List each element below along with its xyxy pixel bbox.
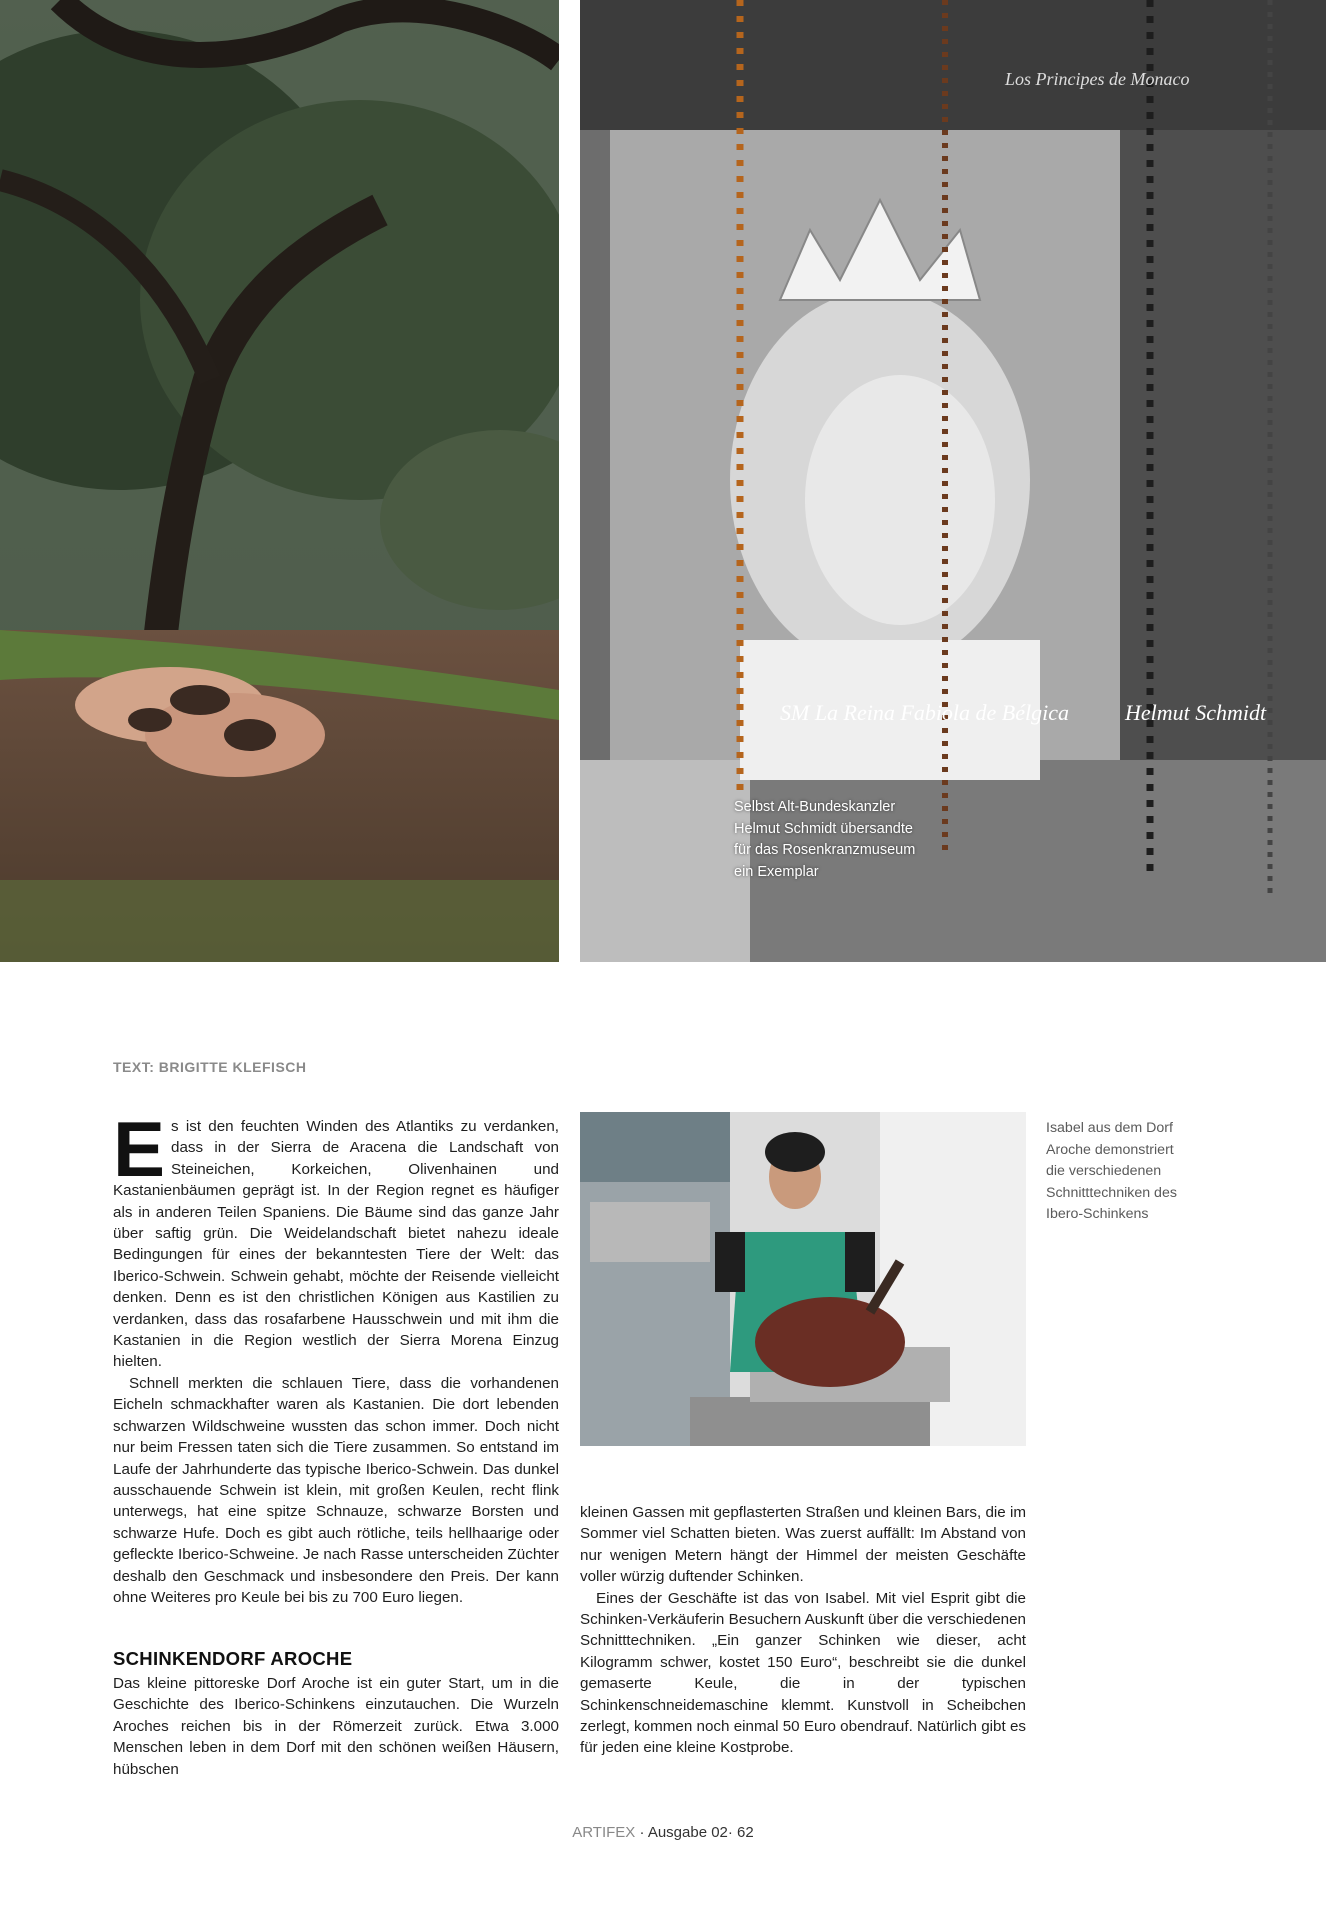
page-footer [0, 1824, 1326, 1841]
article-paragraph: Eines der Geschäfte ist das von Isabel. Mit viel Esprit gibt die Schinken-Verkäuferin Besuchern Auskunft über die verschiedenen Schnitttechniken. „Ein ganzer Schinken wie dieser, acht Kilogramm schwer, kostet 150 Euro“, beschreibt sie die dunkel gemaserte Keule, die in der typischen Schinkenschneidemaschine klemmt. Kunstvoll in Scheibchen zerlegt, kommen noch einmal 50 Euro obendrauf. Natürlich gibt es für jeden eine kleine Kostprobe. [580, 1589, 1026, 1757]
article-paragraph: kleinen Gassen mit gepflasterten Straßen und kleinen Bars, die im Sommer viel Schatten bieten. Was zuerst auffällt: Im Abstand von nur wenigen Metern hängt der Himmel der meisten Geschäfte voller würzig duftender Schinken. [580, 1504, 1026, 1586]
caption-line: Ibero-Schinkens [1046, 1206, 1149, 1222]
caption-line: Isabel aus dem Dorf [1046, 1120, 1173, 1136]
section-heading: SCHINKENDORF AROCHE [113, 1648, 353, 1669]
article-paragraph: Schnell merkten die schlauen Tiere, dass die vorhandenen Eicheln schmackhafter waren als Kastanien. Die dort lebenden schwarzen Wildschweine wussten das schon immer. Doch nicht nur beim Fressen taten sich die Tiere zusammen. So entstand im Laufe der Jahrhunderte das typische Iberico-Schwein. Das dunkel ausschauende Schwein ist klein, mit großen Keulen, recht flink unterwegs, hat eine spitze Schnauze, schwarze Borsten und schwarze Hufe. Doch es gibt auch rötliche, teils hellhaarige oder gefleckte Iberico-Schweine. Je nach Rasse unterscheiden Züchter deshalb den Geschmack und insbesondere den Preis. Der kann ohne Weiteres pro Keule bei bis zu 700 Euro liegen. [113, 1374, 559, 1606]
caption-line: für das Rosenkranzmuseum [734, 842, 916, 858]
ham-slicing-photo [580, 1112, 1026, 1446]
pigs-under-oak-photo [0, 0, 559, 962]
article-paragraph: Das kleine pittoreske Dorf Aroche ist ein guter Start, um in die Geschichte des Iberico-Schinkens einzutauchen. Die Wurzeln Aroches reichen bis in der Römerzeit zurück. Etwa 3.000 Menschen leben in dem Dorf mit den schönen weißen Häusern, hübschen [113, 1675, 559, 1778]
caption-line: Schnitttechniken des [1046, 1184, 1177, 1201]
rosary-inscription-left: SM La Reina Fabiola de Bélgica [780, 700, 1069, 725]
rosary-inscription-top: Los Principes de Monaco [1005, 69, 1190, 89]
magazine-name: ARTIFEX [572, 1824, 636, 1841]
article-column-left-bottom [113, 1673, 559, 1780]
byline: TEXT: BRIGITTE KLEFISCH [113, 1059, 307, 1075]
article-column-left [113, 1105, 559, 1608]
caption-line: ein Exemplar [734, 863, 819, 880]
rosary-photo-caption [734, 797, 974, 883]
caption-line: Aroche demonstriert [1046, 1141, 1174, 1158]
article-column-right [580, 1502, 1026, 1759]
caption-line: Selbst Alt-Bundeskanzler [734, 799, 896, 815]
issue-page-number: Ausgabe 02· 62 [647, 1824, 754, 1841]
ham-photo-caption [1046, 1118, 1216, 1226]
caption-line: die verschiedenen [1046, 1163, 1162, 1179]
drop-cap: E [113, 1105, 166, 1193]
caption-line: Helmut Schmidt übersandte [734, 820, 913, 837]
footer-separator: · [635, 1824, 648, 1841]
article-paragraph: s ist den feuchten Winden des Atlantiks zu verdanken, dass in der Sierra de Aracena die Landschaft von Steineichen, Korkeichen, Olivenhainen und Kastanienbäumen geprägt ist. In der Region regnet es häufiger als in anderen Teilen Spaniens. Die Bäume sind das ganze Jahr über saftig grün. Die Weidelandschaft bietet nahezu ideale Bedingungen für eines der bekanntesten Tiere der Welt: das Iberico-Schwein. Schwein gehabt, möchte der Reisende vielleicht denken. Denn es ist den christlichen Königen aus Kastilien zu verdanken, dass das rosafarbene Hausschwein und mit ihm die Kastanien in die Region westlich der Sierra Morena Einzug hielten. [113, 1118, 559, 1371]
rosary-inscription-right: Helmut Schmidt [1125, 700, 1267, 725]
